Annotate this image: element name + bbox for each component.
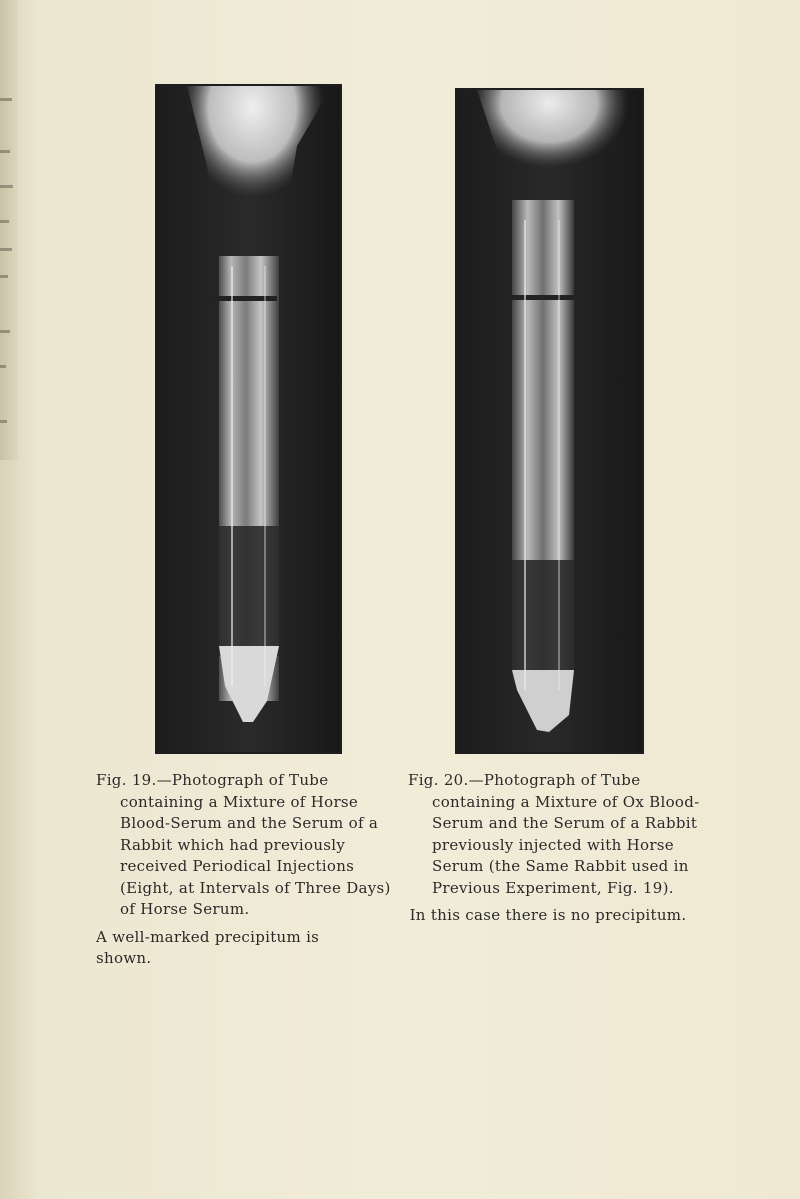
figure-19-tube-photograph: [155, 84, 342, 754]
figure-20-tube-photograph: [455, 88, 644, 754]
figure-19-caption: Fig. 19.—Photograph of Tube containing a Mixture of Horse Blood-Serum and the Serum of a Rabbit which had previously received Periodical Injections (Eight, at Intervals of Three Days) of Horse Serum.: [96, 771, 391, 918]
figure-19-note: A well-marked precipitum is shown.: [96, 927, 320, 967]
figure-20-caption: Fig. 20.—Photograph of Tube containing a Mixture of Ox Blood-Serum and the Serum of a Rabbit previously injected with Horse Serum (the Same Rabbit used in Previous Experiment, Fig. 19).: [408, 771, 700, 897]
page-gutter-edge: [0, 0, 18, 460]
figure-20-caption-block: [408, 770, 708, 927]
figure-20-note: In this case there is no precipitum.: [409, 906, 687, 924]
figure-19-caption-block: [96, 770, 396, 970]
